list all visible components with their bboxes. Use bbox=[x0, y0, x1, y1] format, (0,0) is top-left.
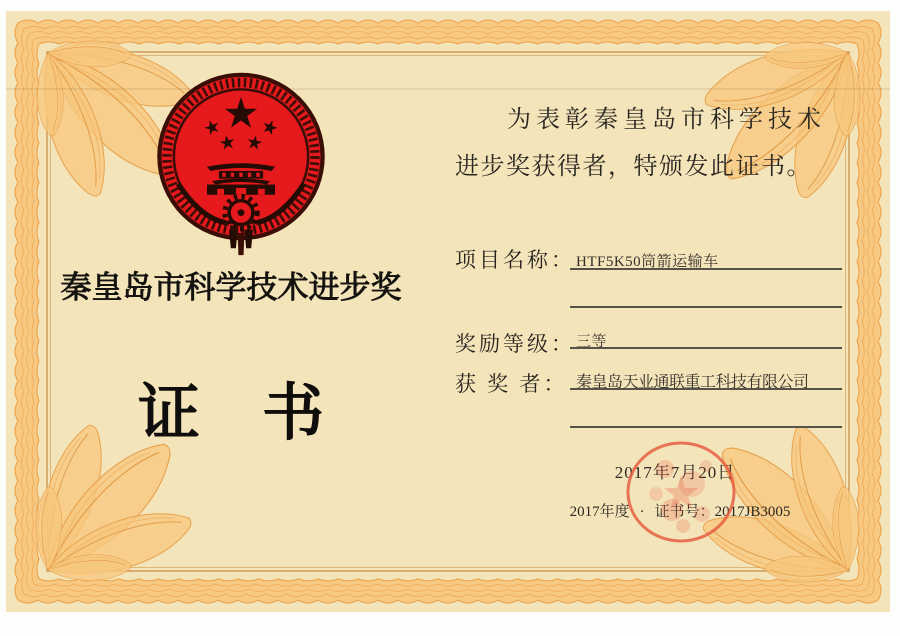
extra-blank-line bbox=[570, 426, 842, 428]
winner-label: 获 奖 者： bbox=[455, 372, 568, 396]
cert-no-label: 证书号： bbox=[654, 504, 715, 520]
award-level-label: 奖励等级： bbox=[455, 332, 575, 356]
winner-value: 秦皇岛天业通联重工科技有限公司 bbox=[576, 374, 809, 391]
project-name-label: 项目名称： bbox=[455, 248, 575, 272]
project-name-line-2 bbox=[570, 306, 842, 308]
winner-line bbox=[570, 388, 842, 390]
issue-date: 2017年7月20日 bbox=[614, 463, 736, 482]
separator-dot: · bbox=[639, 504, 645, 520]
award-title: 秦皇岛市科学技术进步奖 bbox=[60, 270, 402, 305]
prc-national-emblem-icon bbox=[156, 71, 326, 259]
red-round-seal-icon bbox=[620, 436, 742, 550]
project-name-value: HTF5K50筒箭运输车 bbox=[576, 254, 719, 270]
certificate bbox=[6, 11, 890, 612]
project-name-line bbox=[570, 268, 842, 270]
award-year: 2017年度 bbox=[569, 504, 630, 520]
citation-line-2: 进步奖获得者，特颁发此证书。 bbox=[455, 154, 812, 180]
cert-no-value: 2017JB3005 bbox=[714, 504, 791, 520]
award-level-value: 三等 bbox=[576, 334, 608, 350]
citation-text bbox=[455, 97, 851, 191]
certificate-heading bbox=[26, 363, 436, 452]
certificate-heading-text: 证书 bbox=[137, 379, 386, 448]
award-level-line bbox=[570, 347, 842, 349]
citation-line-1: 为表彰秦皇岛市科学技术 bbox=[507, 107, 826, 133]
